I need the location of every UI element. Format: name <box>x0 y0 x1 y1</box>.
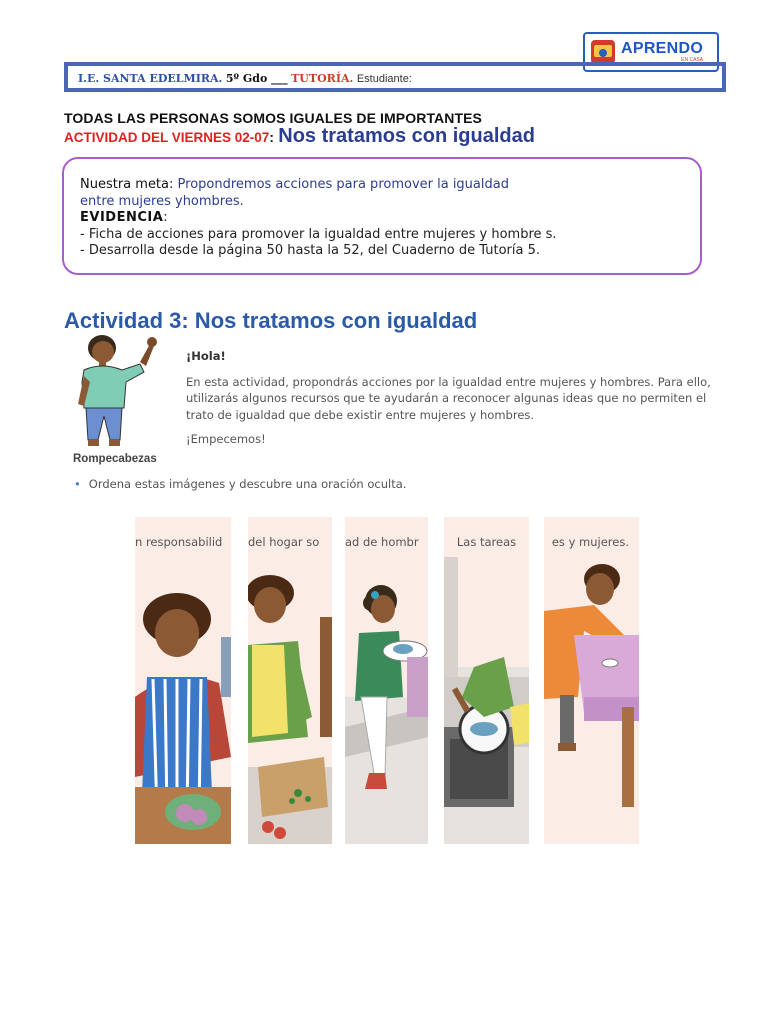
grade-label: 5º Gdo ___ <box>225 72 288 85</box>
man-frying-fish-illustration <box>444 517 529 844</box>
evidence-item-2: - Desarrolla desde la página 50 hasta la 52, del Cuaderno de Tutoría 5. <box>80 243 540 258</box>
evidence-item-1: - Ficha de acciones para promover la igualdad entre mujeres y hombre s. <box>80 226 557 242</box>
puzzle-strip-2[interactable] <box>248 517 332 844</box>
puzzle-heading: Rompecabezas <box>73 453 157 465</box>
man-chopping-vegetables-illustration <box>248 517 332 844</box>
main-title: TODAS LAS PERSONAS SOMOS IGUALES DE IMPORTANTES <box>64 110 483 126</box>
logo-word: APRENDO <box>621 40 704 57</box>
logo-sub: EN CASA <box>681 57 704 63</box>
intro-paragraph: En esta actividad, propondrás acciones por la igualdad entre mujeres y hombres. Para ello, utilizarás algunos recursos que te ayudarán a reconocer algunas ideas que no permiten el trato de igualdad que debe existir entre mujeres y hombres. <box>186 374 711 422</box>
girl-carrying-plate-illustration <box>345 517 428 844</box>
puzzle-strip-5[interactable] <box>544 517 639 844</box>
closing-line: ¡Empecemos! <box>186 432 266 446</box>
goal-text-2: entre mujeres yhombres. <box>80 193 244 209</box>
section-title: Actividad 3: Nos tratamos con igualdad <box>64 308 478 333</box>
activity-date: ACTIVIDAD DEL VIERNES 02-07 <box>64 130 270 145</box>
strip-caption: n responsabilid <box>135 535 223 549</box>
greeting: ¡Hola! <box>186 349 226 363</box>
puzzle-strip-3[interactable] <box>345 517 428 844</box>
puzzle-strip-1[interactable] <box>135 517 231 844</box>
activity-title: Nos tratamos con igualdad <box>278 125 535 147</box>
goal-text-1: Propondremos acciones para promover la igualdad <box>177 177 509 192</box>
strip-caption: ad de hombr <box>345 535 419 549</box>
evidence-label: EVIDENCIA <box>80 210 164 225</box>
boy-setting-table-illustration <box>544 517 639 844</box>
tutoria-label: TUTORÍA. <box>291 72 354 85</box>
puzzle-instruction-item <box>74 477 406 491</box>
header-bar <box>64 62 726 92</box>
school-icon <box>591 40 615 64</box>
strip-caption: es y mujeres. <box>551 535 629 549</box>
strip-caption: Las tareas <box>456 535 517 549</box>
student-label: Estudiante: <box>356 73 412 85</box>
bullet-icon: • <box>74 477 81 491</box>
goal-box: Nuestra meta: Propondremos acciones para promover la igualdad entre mujeres yhombres. EVIDENCIA: - Ficha de acciones para promover la igualdad entre mujeres y hombre s. - Desarrolla desde la página 50 hasta la 52, del Cuaderno de Tutoría 5. <box>62 157 702 275</box>
puzzle-strip-4[interactable] <box>444 517 529 844</box>
school-name: I.E. SANTA EDELMIRA. <box>78 72 223 85</box>
goal-label: Nuestra meta <box>80 177 170 192</box>
activity-heading <box>64 125 535 148</box>
intro-text <box>186 348 716 448</box>
activity-colon: : <box>269 130 274 145</box>
woman-cutting-onion-illustration <box>135 517 231 844</box>
waving-child-illustration <box>70 332 162 450</box>
puzzle-instruction: Ordena estas imágenes y descubre una oración oculta. <box>88 477 407 491</box>
strip-caption: del hogar so <box>248 535 320 549</box>
